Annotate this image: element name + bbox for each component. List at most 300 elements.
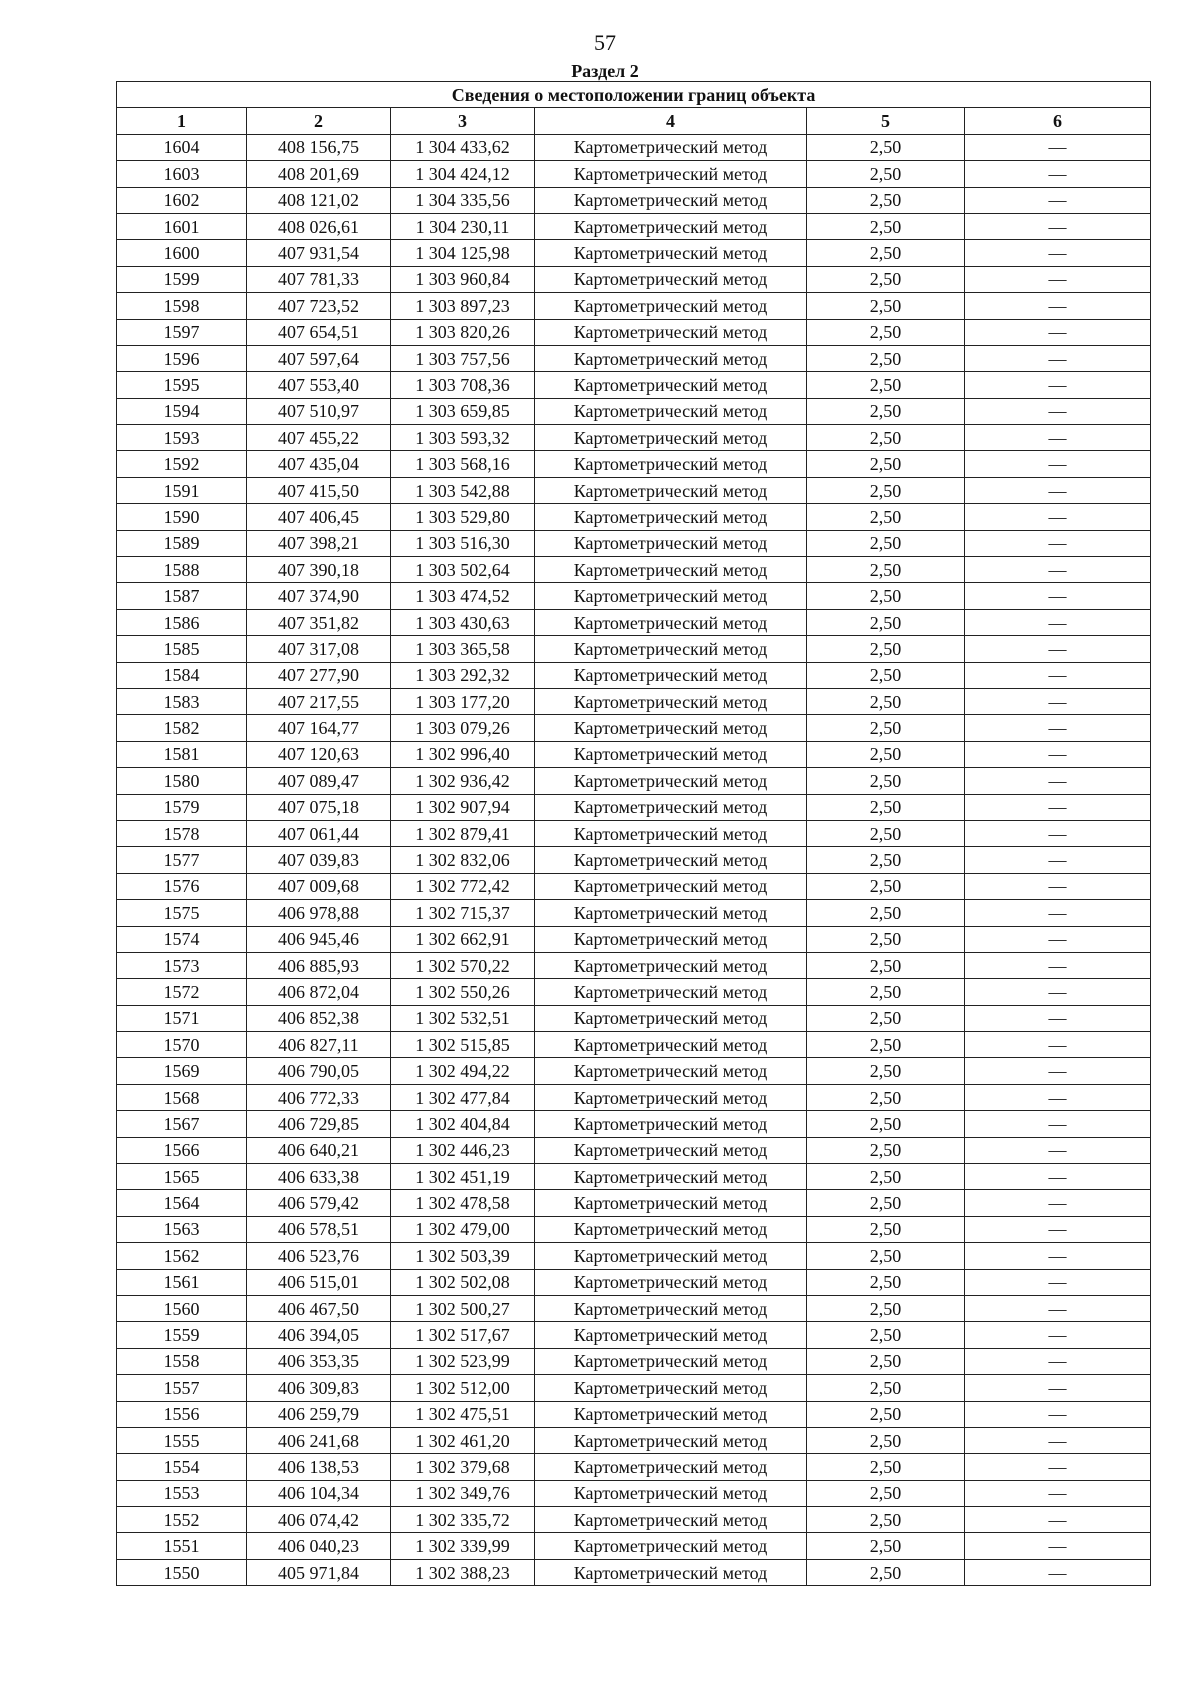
table-cell: 1 304 424,12 (391, 161, 535, 187)
table-cell: 1 302 996,40 (391, 741, 535, 767)
table-cell: — (965, 1164, 1151, 1190)
table-cell: — (965, 609, 1151, 635)
table-cell: Картометрический метод (535, 1507, 807, 1533)
table-cell: 2,50 (807, 1401, 965, 1427)
table-row (117, 1559, 1151, 1585)
table-row (117, 504, 1151, 530)
table-cell: — (965, 1507, 1151, 1533)
table-cell: — (965, 425, 1151, 451)
table-cell: 406 138,53 (247, 1454, 391, 1480)
table-row (117, 1137, 1151, 1163)
table-cell: 1 302 512,00 (391, 1375, 535, 1401)
table-row (117, 583, 1151, 609)
table-row (117, 768, 1151, 794)
table-cell: 2,50 (807, 398, 965, 424)
table-cell: 2,50 (807, 1111, 965, 1137)
table-row (117, 1111, 1151, 1137)
table-row (117, 266, 1151, 292)
table-cell: Картометрический метод (535, 1348, 807, 1374)
table-cell: 1582 (117, 715, 247, 741)
table-cell: 407 217,55 (247, 688, 391, 714)
table-cell: 2,50 (807, 240, 965, 266)
table-cell: 1 303 708,36 (391, 372, 535, 398)
table-row (117, 1190, 1151, 1216)
table-cell: 1 302 832,06 (391, 847, 535, 873)
table-cell: 1588 (117, 557, 247, 583)
page-number: 57 (594, 30, 616, 55)
table-cell: — (965, 530, 1151, 556)
table-cell: 2,50 (807, 504, 965, 530)
table-cell: 1583 (117, 688, 247, 714)
table-cell: 2,50 (807, 161, 965, 187)
table-cell: 405 971,84 (247, 1559, 391, 1585)
table-cell: 406 772,33 (247, 1084, 391, 1110)
table-cell: — (965, 688, 1151, 714)
table-cell: 1 304 230,11 (391, 213, 535, 239)
table-body (117, 134, 1151, 1585)
table-cell: Картометрический метод (535, 213, 807, 239)
table-cell: 407 510,97 (247, 398, 391, 424)
table-cell: Картометрический метод (535, 557, 807, 583)
table-cell: 407 039,83 (247, 847, 391, 873)
table-cell: Картометрический метод (535, 134, 807, 160)
table-cell: — (965, 557, 1151, 583)
table-cell: 2,50 (807, 1480, 965, 1506)
table-cell: Картометрический метод (535, 847, 807, 873)
column-header: 1 (117, 108, 247, 134)
table-row (117, 688, 1151, 714)
table-row (117, 1164, 1151, 1190)
table-caption: Сведения о местоположении границ объекта (117, 82, 1151, 108)
table-cell: 1550 (117, 1559, 247, 1585)
table-row (117, 1216, 1151, 1242)
table-cell: — (965, 1111, 1151, 1137)
table-cell: — (965, 1348, 1151, 1374)
table-cell: 406 852,38 (247, 1005, 391, 1031)
table-cell: 1 302 503,39 (391, 1243, 535, 1269)
table-cell: — (965, 1322, 1151, 1348)
table-cell: 1559 (117, 1322, 247, 1348)
table-cell: 406 523,76 (247, 1243, 391, 1269)
table-cell: — (965, 583, 1151, 609)
table-cell: — (965, 1401, 1151, 1427)
table-cell: 407 317,08 (247, 636, 391, 662)
table-cell: Картометрический метод (535, 1111, 807, 1137)
table-cell: — (965, 768, 1151, 794)
table-cell: — (965, 662, 1151, 688)
table-cell: — (965, 134, 1151, 160)
table-cell: Картометрический метод (535, 319, 807, 345)
table-cell: 1589 (117, 530, 247, 556)
table-cell: 1 302 515,85 (391, 1032, 535, 1058)
table-cell: 406 885,93 (247, 952, 391, 978)
table-cell: — (965, 794, 1151, 820)
table-cell: Картометрический метод (535, 979, 807, 1005)
table-cell: 1 303 430,63 (391, 609, 535, 635)
table-cell: — (965, 398, 1151, 424)
table-cell: Картометрический метод (535, 1427, 807, 1453)
table-cell: Картометрический метод (535, 1454, 807, 1480)
table-cell: 406 978,88 (247, 900, 391, 926)
table-cell: 1 303 757,56 (391, 345, 535, 371)
column-header: 2 (247, 108, 391, 134)
table-cell: 2,50 (807, 952, 965, 978)
table-cell: 1 302 532,51 (391, 1005, 535, 1031)
column-header: 3 (391, 108, 535, 134)
table-cell: 2,50 (807, 345, 965, 371)
table-cell: 2,50 (807, 662, 965, 688)
table-cell: 2,50 (807, 1559, 965, 1585)
table-row (117, 1295, 1151, 1321)
table-row (117, 794, 1151, 820)
table-cell: 1552 (117, 1507, 247, 1533)
table-cell: — (965, 1190, 1151, 1216)
table-cell: — (965, 266, 1151, 292)
table-row (117, 900, 1151, 926)
table-cell: 1 303 820,26 (391, 319, 535, 345)
table-row (117, 1084, 1151, 1110)
table-cell: 1604 (117, 134, 247, 160)
table-cell: — (965, 451, 1151, 477)
table-row (117, 1032, 1151, 1058)
table-cell: 1560 (117, 1295, 247, 1321)
table-cell: 1598 (117, 293, 247, 319)
table-row (117, 1269, 1151, 1295)
table-cell: 407 089,47 (247, 768, 391, 794)
table-cell: 1 302 339,99 (391, 1533, 535, 1559)
table-cell: 407 009,68 (247, 873, 391, 899)
table-cell: Картометрический метод (535, 1559, 807, 1585)
table-row (117, 187, 1151, 213)
table-cell: 2,50 (807, 873, 965, 899)
table-cell: 2,50 (807, 1164, 965, 1190)
table-cell: 406 579,42 (247, 1190, 391, 1216)
table-cell: 1 303 593,32 (391, 425, 535, 451)
table-cell: 2,50 (807, 820, 965, 846)
table-cell: Картометрический метод (535, 609, 807, 635)
table-cell: Картометрический метод (535, 1269, 807, 1295)
table-cell: Картометрический метод (535, 1480, 807, 1506)
table-cell: 1 302 570,22 (391, 952, 535, 978)
table-cell: — (965, 900, 1151, 926)
table-cell: 1 302 523,99 (391, 1348, 535, 1374)
table-cell: 2,50 (807, 1243, 965, 1269)
table-cell: — (965, 1375, 1151, 1401)
table-cell: 406 467,50 (247, 1295, 391, 1321)
table-cell: 406 353,35 (247, 1348, 391, 1374)
table-cell: 2,50 (807, 926, 965, 952)
table-cell: 407 390,18 (247, 557, 391, 583)
table-cell: 1 302 349,76 (391, 1480, 535, 1506)
table-cell: 407 164,77 (247, 715, 391, 741)
table-cell: 1 303 568,16 (391, 451, 535, 477)
table-row (117, 398, 1151, 424)
table-cell: Картометрический метод (535, 794, 807, 820)
table-cell: 1 302 446,23 (391, 1137, 535, 1163)
table-cell: — (965, 161, 1151, 187)
table-cell: — (965, 741, 1151, 767)
table-row (117, 161, 1151, 187)
table-row (117, 557, 1151, 583)
table-cell: 2,50 (807, 1295, 965, 1321)
table-cell: 406 633,38 (247, 1164, 391, 1190)
table-row (117, 926, 1151, 952)
table-cell: 1569 (117, 1058, 247, 1084)
table-cell: Картометрический метод (535, 1322, 807, 1348)
table-cell: 408 026,61 (247, 213, 391, 239)
table-cell: 2,50 (807, 1427, 965, 1453)
table-cell: — (965, 1533, 1151, 1559)
table-cell: 406 104,34 (247, 1480, 391, 1506)
table-cell: 1575 (117, 900, 247, 926)
table-cell: 2,50 (807, 187, 965, 213)
table-cell: Картометрический метод (535, 1243, 807, 1269)
table-cell: — (965, 477, 1151, 503)
table-cell: 2,50 (807, 1084, 965, 1110)
table-cell: 407 597,64 (247, 345, 391, 371)
table-cell: — (965, 1032, 1151, 1058)
table-cell: 1570 (117, 1032, 247, 1058)
table-cell: 406 827,11 (247, 1032, 391, 1058)
table-cell: Картометрический метод (535, 873, 807, 899)
table-cell: 2,50 (807, 847, 965, 873)
table-cell: — (965, 1454, 1151, 1480)
table-cell: 1 303 516,30 (391, 530, 535, 556)
table-cell: 1587 (117, 583, 247, 609)
table-cell: Картометрический метод (535, 1375, 807, 1401)
table-cell: 407 277,90 (247, 662, 391, 688)
table-cell: 1 302 936,42 (391, 768, 535, 794)
table-cell: 2,50 (807, 557, 965, 583)
table-cell: Картометрический метод (535, 1216, 807, 1242)
table-cell: 407 398,21 (247, 530, 391, 556)
table-cell: — (965, 1269, 1151, 1295)
table-cell: 1 302 379,68 (391, 1454, 535, 1480)
table-cell: 2,50 (807, 1322, 965, 1348)
table-cell: 2,50 (807, 372, 965, 398)
table-cell: 2,50 (807, 319, 965, 345)
table-cell: 2,50 (807, 1137, 965, 1163)
table-cell: Картометрический метод (535, 1164, 807, 1190)
table-cell: 1603 (117, 161, 247, 187)
table-cell: Картометрический метод (535, 926, 807, 952)
table-cell: 408 156,75 (247, 134, 391, 160)
table-cell: 1 303 365,58 (391, 636, 535, 662)
table-cell: — (965, 952, 1151, 978)
table-cell: Картометрический метод (535, 372, 807, 398)
table-cell: 1595 (117, 372, 247, 398)
table-row (117, 1427, 1151, 1453)
table-cell: 1 303 542,88 (391, 477, 535, 503)
table-cell: 407 406,45 (247, 504, 391, 530)
table-cell: Картометрический метод (535, 530, 807, 556)
table-row (117, 1058, 1151, 1084)
table-cell: 1600 (117, 240, 247, 266)
table-row (117, 213, 1151, 239)
table-cell: — (965, 319, 1151, 345)
table-cell: 1576 (117, 873, 247, 899)
table-cell: 1596 (117, 345, 247, 371)
table-row (117, 715, 1151, 741)
table-cell: 1577 (117, 847, 247, 873)
table-cell: 2,50 (807, 1190, 965, 1216)
table-cell: — (965, 1480, 1151, 1506)
table-cell: Картометрический метод (535, 477, 807, 503)
table-cell: 1597 (117, 319, 247, 345)
table-cell: — (965, 1084, 1151, 1110)
table-row (117, 319, 1151, 345)
table-cell: Картометрический метод (535, 768, 807, 794)
table-row (117, 1480, 1151, 1506)
table-cell: 2,50 (807, 477, 965, 503)
table-cell: Картометрический метод (535, 1032, 807, 1058)
table-cell: 1 304 125,98 (391, 240, 535, 266)
table-caption-row (117, 82, 1151, 108)
table-cell: 2,50 (807, 1348, 965, 1374)
table-cell: — (965, 1559, 1151, 1585)
table-cell: 2,50 (807, 794, 965, 820)
table-cell: 406 241,68 (247, 1427, 391, 1453)
table-cell: 1 302 479,00 (391, 1216, 535, 1242)
table-cell: 1564 (117, 1190, 247, 1216)
table-cell: 2,50 (807, 715, 965, 741)
table-cell: 1594 (117, 398, 247, 424)
table-cell: 1 302 550,26 (391, 979, 535, 1005)
table-cell: — (965, 345, 1151, 371)
table-cell: 2,50 (807, 530, 965, 556)
table-cell: Картометрический метод (535, 583, 807, 609)
table-cell: — (965, 1058, 1151, 1084)
table-cell: 1 303 529,80 (391, 504, 535, 530)
table-header-row (117, 108, 1151, 134)
table-cell: 1 302 388,23 (391, 1559, 535, 1585)
table-cell: Картометрический метод (535, 398, 807, 424)
table-cell: Картометрический метод (535, 425, 807, 451)
table-cell: 406 872,04 (247, 979, 391, 1005)
table-row (117, 240, 1151, 266)
table-cell: Картометрический метод (535, 741, 807, 767)
table-cell: 406 074,42 (247, 1507, 391, 1533)
table-cell: Картометрический метод (535, 900, 807, 926)
table-cell: Картометрический метод (535, 504, 807, 530)
table-row (117, 451, 1151, 477)
table-cell: 407 931,54 (247, 240, 391, 266)
table-row (117, 952, 1151, 978)
table-cell: 1586 (117, 609, 247, 635)
table-cell: 1590 (117, 504, 247, 530)
table-cell: 1580 (117, 768, 247, 794)
table-row (117, 530, 1151, 556)
table-cell: 2,50 (807, 293, 965, 319)
table-cell: 1 303 292,32 (391, 662, 535, 688)
table-cell: 406 945,46 (247, 926, 391, 952)
table-cell: — (965, 873, 1151, 899)
table-cell: 2,50 (807, 1032, 965, 1058)
table-cell: 1 302 715,37 (391, 900, 535, 926)
table-cell: 1 303 659,85 (391, 398, 535, 424)
section-title: Раздел 2 (571, 61, 639, 81)
table-cell: 2,50 (807, 609, 965, 635)
table-cell: 1 304 335,56 (391, 187, 535, 213)
table-row (117, 134, 1151, 160)
table-cell: Картометрический метод (535, 345, 807, 371)
table-cell: 1 303 079,26 (391, 715, 535, 741)
table-cell: 407 374,90 (247, 583, 391, 609)
table-cell: Картометрический метод (535, 187, 807, 213)
table-cell: Картометрический метод (535, 1295, 807, 1321)
table-cell: 408 201,69 (247, 161, 391, 187)
table-cell: 407 553,40 (247, 372, 391, 398)
table-cell: Картометрический метод (535, 451, 807, 477)
table-cell: Картометрический метод (535, 293, 807, 319)
table-row (117, 873, 1151, 899)
column-header: 5 (807, 108, 965, 134)
table-cell: 1561 (117, 1269, 247, 1295)
table-cell: 1 302 335,72 (391, 1507, 535, 1533)
table-cell: 1551 (117, 1533, 247, 1559)
table-cell: 1602 (117, 187, 247, 213)
table-cell: Картометрический метод (535, 952, 807, 978)
table-cell: 1 302 500,27 (391, 1295, 535, 1321)
table-row (117, 1533, 1151, 1559)
table-cell: 1 303 474,52 (391, 583, 535, 609)
table-cell: 1 303 897,23 (391, 293, 535, 319)
table-cell: 1 302 879,41 (391, 820, 535, 846)
table-cell: 2,50 (807, 1269, 965, 1295)
table-cell: 407 351,82 (247, 609, 391, 635)
table-cell: Картометрический метод (535, 161, 807, 187)
table-row (117, 372, 1151, 398)
table-cell: 407 723,52 (247, 293, 391, 319)
table-cell: 1592 (117, 451, 247, 477)
table-cell: 2,50 (807, 425, 965, 451)
table-cell: — (965, 1295, 1151, 1321)
table-row (117, 293, 1151, 319)
table-cell: — (965, 293, 1151, 319)
table-cell: 2,50 (807, 979, 965, 1005)
table-cell: 407 415,50 (247, 477, 391, 503)
table-cell: 406 515,01 (247, 1269, 391, 1295)
boundary-coordinates-table (116, 81, 1151, 1586)
table-cell: 1593 (117, 425, 247, 451)
table-cell: — (965, 1427, 1151, 1453)
table-cell: 1554 (117, 1454, 247, 1480)
table-cell: 1 303 177,20 (391, 688, 535, 714)
table-cell: Картометрический метод (535, 636, 807, 662)
table-cell: 2,50 (807, 1454, 965, 1480)
table-cell: 1563 (117, 1216, 247, 1242)
table-cell: 1566 (117, 1137, 247, 1163)
table-cell: 1601 (117, 213, 247, 239)
table-cell: — (965, 715, 1151, 741)
table-cell: 1584 (117, 662, 247, 688)
table-cell: 2,50 (807, 1058, 965, 1084)
table-cell: — (965, 1243, 1151, 1269)
table-row (117, 1507, 1151, 1533)
table-row (117, 979, 1151, 1005)
table-cell: 2,50 (807, 451, 965, 477)
table-cell: Картометрический метод (535, 1533, 807, 1559)
table-cell: 1581 (117, 741, 247, 767)
table-cell: 2,50 (807, 741, 965, 767)
table-cell: 1599 (117, 266, 247, 292)
table-cell: 1556 (117, 1401, 247, 1427)
table-cell: — (965, 1005, 1151, 1031)
table-cell: 1 302 461,20 (391, 1427, 535, 1453)
table-cell: 407 455,22 (247, 425, 391, 451)
table-cell: 407 061,44 (247, 820, 391, 846)
table-cell: 407 781,33 (247, 266, 391, 292)
